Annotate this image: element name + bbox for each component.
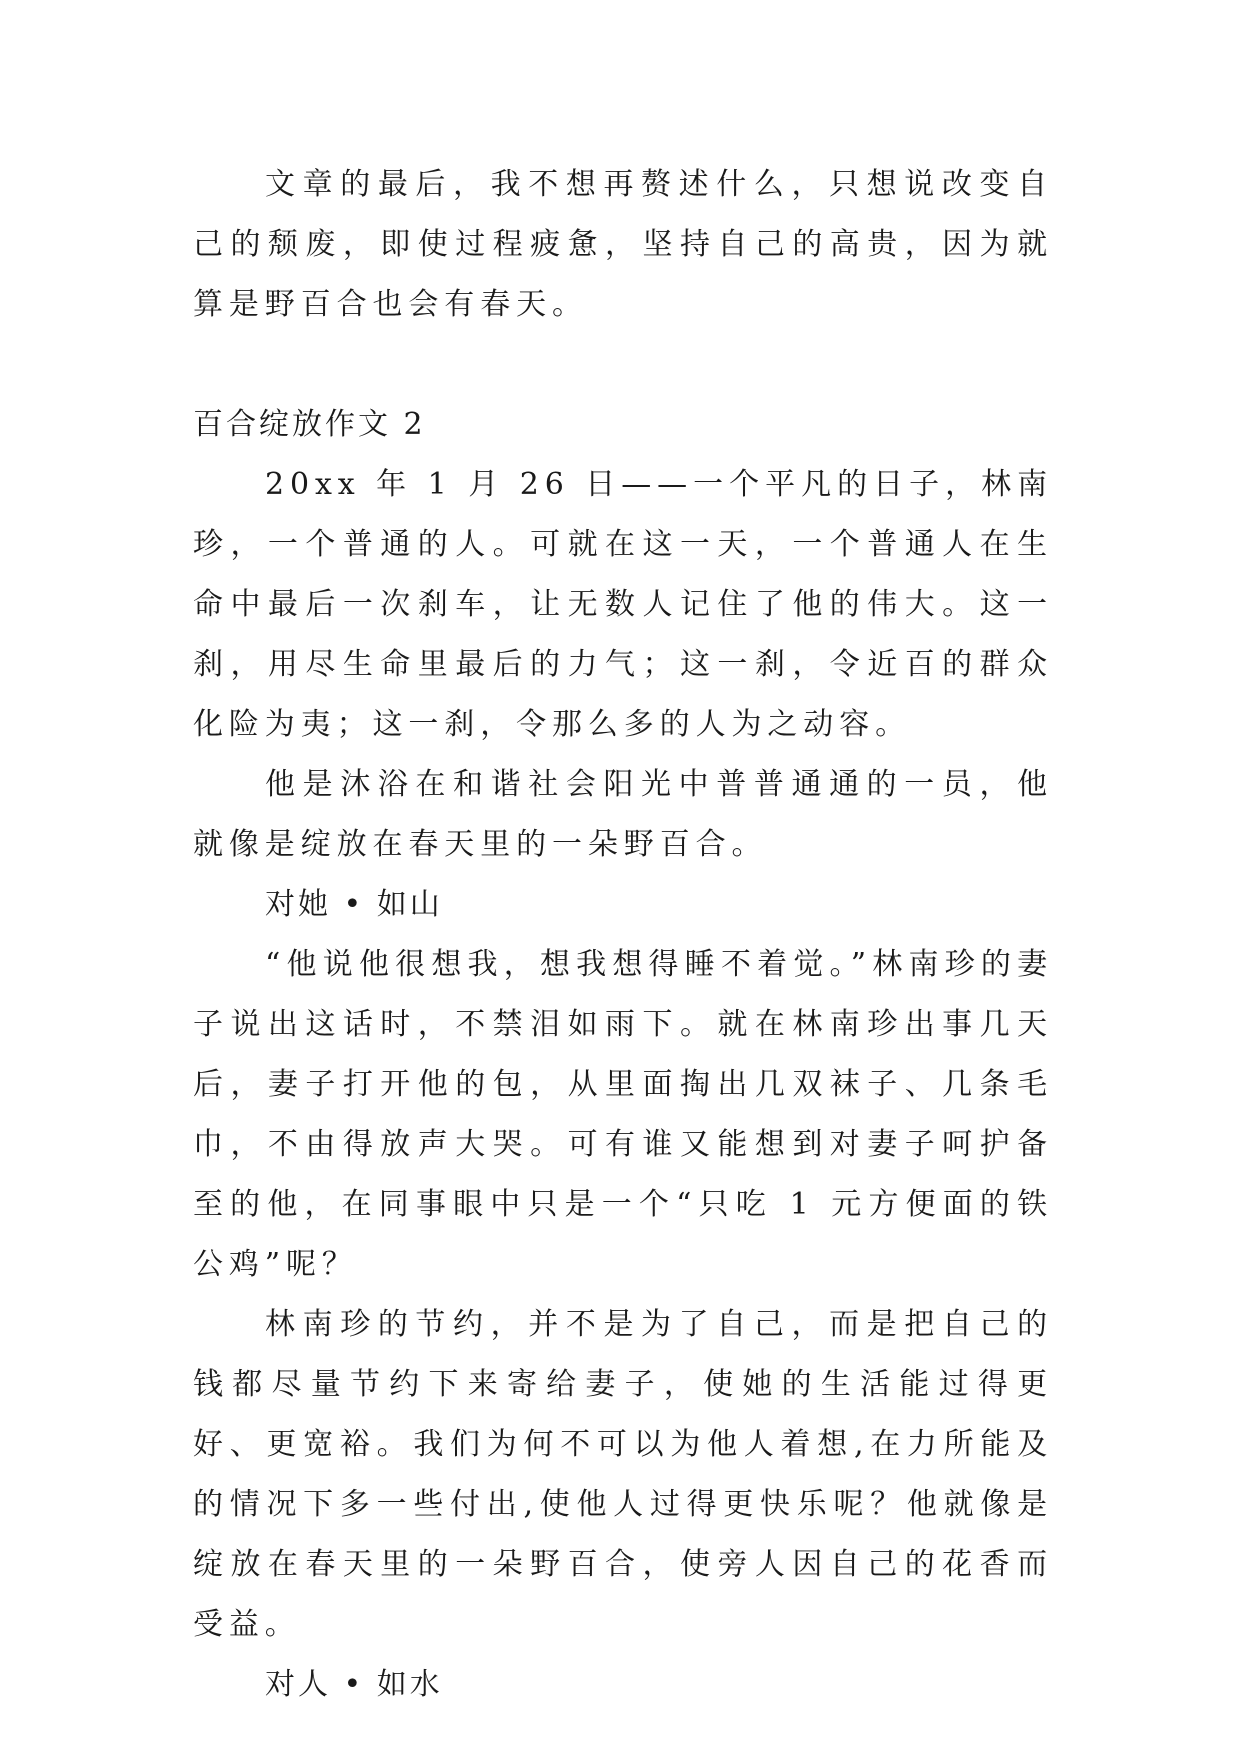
- body-paragraph-4: 林南珍的节约，并不是为了自己，而是把自己的钱都尽量节约下来寄给妻子，使她的生活能过得更好、更宽裕。我们为何不可以为他人着想,在力所能及的情况下多一些付出,使他人过得更快乐呢？他就像是绽放在春天里的一朵野百合，使旁人因自己的花香而受益。: [193, 1307, 1053, 1642]
- subheading-for-people: 对人 • 如水: [265, 1667, 443, 1702]
- section-title: 百合绽放作文 2: [193, 407, 426, 442]
- body-paragraph-2: 他是沐浴在和谐社会阳光中普普通通的一员，他就像是绽放在春天里的一朵野百合。: [193, 767, 1053, 862]
- subheading-for-her: 对她 • 如山: [265, 887, 443, 922]
- spacer: [193, 335, 1053, 395]
- body-paragraph-1: 20xx 年 1 月 26 日——一个平凡的日子，林南珍，一个普通的人。可就在这一天，一个普通人在生命中最后一次刹车，让无数人记住了他的伟大。这一刹，用尽生命里最后的力气；这一刹，令近百的群众化险为夷；这一刹，令那么多的人为之动容。: [193, 467, 1053, 742]
- document-page: [193, 155, 1053, 1715]
- body-paragraph-3: “他说他很想我，想我想得睡不着觉。”林南珍的妻子说出这话时，不禁泪如雨下。就在林南珍出事几天后，妻子打开他的包，从里面掏出几双袜子、几条毛巾，不由得放声大哭。可有谁又能想到对妻子呵护备至的他，在同事眼中只是一个“只吃 1 元方便面的铁公鸡”呢？: [193, 947, 1053, 1282]
- closing-paragraph: 文章的最后，我不想再赘述什么，只想说改变自己的颓废，即使过程疲惫，坚持自己的高贵，因为就算是野百合也会有春天。: [193, 167, 1053, 322]
